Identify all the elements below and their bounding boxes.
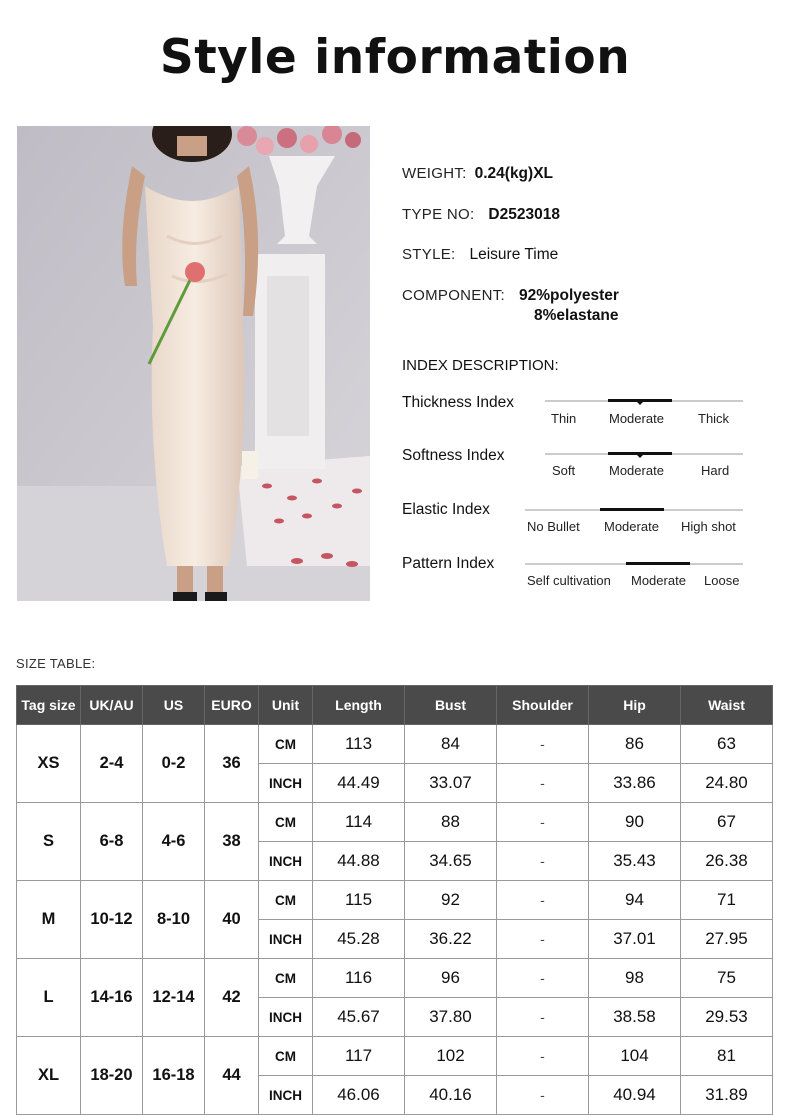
elastic-index-title: Elastic Index bbox=[402, 501, 490, 518]
unit-cell: CM bbox=[259, 725, 313, 764]
hip-cell: 98 bbox=[589, 959, 681, 998]
unit-cell: INCH bbox=[259, 764, 313, 803]
tag-size-cell: S bbox=[17, 803, 81, 881]
thickness-mid-label: Moderate bbox=[609, 411, 664, 426]
table-row bbox=[17, 959, 773, 998]
component-row bbox=[402, 287, 619, 324]
hip-cell: 104 bbox=[589, 1037, 681, 1076]
thickness-index-scale bbox=[545, 400, 743, 402]
header-euro: EURO bbox=[205, 686, 259, 725]
us-cell: 16-18 bbox=[143, 1037, 205, 1115]
table-row bbox=[17, 1037, 773, 1076]
tag-size-cell: L bbox=[17, 959, 81, 1037]
shoulder-cell: - bbox=[497, 998, 589, 1037]
unit-cell: INCH bbox=[259, 920, 313, 959]
style-label: STYLE: bbox=[402, 246, 456, 263]
elastic-selected-mark bbox=[600, 508, 664, 511]
thickness-index-title: Thickness Index bbox=[402, 394, 514, 411]
softness-index-scale bbox=[545, 453, 743, 455]
waist-cell: 31.89 bbox=[681, 1076, 773, 1115]
header-uk-au: UK/AU bbox=[81, 686, 143, 725]
hip-cell: 33.86 bbox=[589, 764, 681, 803]
waist-cell: 75 bbox=[681, 959, 773, 998]
hip-cell: 40.94 bbox=[589, 1076, 681, 1115]
length-cell: 117 bbox=[313, 1037, 405, 1076]
elastic-index-scale bbox=[525, 509, 743, 511]
shoulder-cell: - bbox=[497, 764, 589, 803]
uk-au-cell: 14-16 bbox=[81, 959, 143, 1037]
us-cell: 0-2 bbox=[143, 725, 205, 803]
table-row bbox=[17, 803, 773, 842]
waist-cell: 24.80 bbox=[681, 764, 773, 803]
hip-cell: 86 bbox=[589, 725, 681, 764]
bust-cell: 84 bbox=[405, 725, 497, 764]
hip-cell: 38.58 bbox=[589, 998, 681, 1037]
page-title: Style information bbox=[159, 30, 631, 85]
length-cell: 116 bbox=[313, 959, 405, 998]
euro-cell: 42 bbox=[205, 959, 259, 1037]
softness-high-label: Hard bbox=[701, 463, 730, 478]
shoulder-cell: - bbox=[497, 1037, 589, 1076]
unit-cell: INCH bbox=[259, 998, 313, 1037]
bust-cell: 102 bbox=[405, 1037, 497, 1076]
bust-cell: 92 bbox=[405, 881, 497, 920]
header-length: Length bbox=[313, 686, 405, 725]
elastic-mid-label: Moderate bbox=[604, 519, 659, 534]
uk-au-cell: 6-8 bbox=[81, 803, 143, 881]
shoulder-cell: - bbox=[497, 842, 589, 881]
size-table-header bbox=[17, 686, 773, 725]
shoulder-cell: - bbox=[497, 1076, 589, 1115]
unit-cell: INCH bbox=[259, 1076, 313, 1115]
pattern-selected-mark bbox=[626, 562, 690, 565]
length-cell: 45.28 bbox=[313, 920, 405, 959]
softness-index-title: Softness Index bbox=[402, 447, 505, 464]
waist-cell: 26.38 bbox=[681, 842, 773, 881]
us-cell: 8-10 bbox=[143, 881, 205, 959]
length-cell: 44.49 bbox=[313, 764, 405, 803]
shoulder-cell: - bbox=[497, 959, 589, 998]
tag-size-cell: M bbox=[17, 881, 81, 959]
uk-au-cell: 2-4 bbox=[81, 725, 143, 803]
style-row bbox=[402, 246, 558, 264]
uk-au-cell: 10-12 bbox=[81, 881, 143, 959]
us-cell: 12-14 bbox=[143, 959, 205, 1037]
euro-cell: 40 bbox=[205, 881, 259, 959]
length-cell: 45.67 bbox=[313, 998, 405, 1037]
tag-size-cell: XS bbox=[17, 725, 81, 803]
waist-cell: 81 bbox=[681, 1037, 773, 1076]
type-no-value: D2523018 bbox=[488, 206, 560, 223]
hip-cell: 37.01 bbox=[589, 920, 681, 959]
softness-mid-label: Moderate bbox=[609, 463, 664, 478]
euro-cell: 38 bbox=[205, 803, 259, 881]
waist-cell: 71 bbox=[681, 881, 773, 920]
pattern-high-label: Loose bbox=[704, 573, 740, 588]
euro-cell: 44 bbox=[205, 1037, 259, 1115]
tag-size-cell: XL bbox=[17, 1037, 81, 1115]
us-cell: 4-6 bbox=[143, 803, 205, 881]
euro-cell: 36 bbox=[205, 725, 259, 803]
bust-cell: 37.80 bbox=[405, 998, 497, 1037]
shoulder-cell: - bbox=[497, 920, 589, 959]
unit-cell: CM bbox=[259, 881, 313, 920]
length-cell: 46.06 bbox=[313, 1076, 405, 1115]
hip-cell: 90 bbox=[589, 803, 681, 842]
shoulder-cell: - bbox=[497, 881, 589, 920]
header-bust: Bust bbox=[405, 686, 497, 725]
pattern-low-label: Self cultivation bbox=[527, 573, 611, 588]
thickness-pointer-icon bbox=[636, 401, 644, 405]
bust-cell: 40.16 bbox=[405, 1076, 497, 1115]
bust-cell: 88 bbox=[405, 803, 497, 842]
shoulder-cell: - bbox=[497, 803, 589, 842]
thickness-low-label: Thin bbox=[551, 411, 577, 426]
waist-cell: 63 bbox=[681, 725, 773, 764]
unit-cell: CM bbox=[259, 1037, 313, 1076]
style-value: Leisure Time bbox=[469, 246, 559, 263]
bust-cell: 36.22 bbox=[405, 920, 497, 959]
unit-cell: INCH bbox=[259, 842, 313, 881]
component-value-2: 8%elastane bbox=[534, 307, 619, 324]
bust-cell: 33.07 bbox=[405, 764, 497, 803]
size-table-caption: SIZE TABLE: bbox=[16, 656, 96, 671]
weight-label: WEIGHT: bbox=[402, 165, 467, 182]
pattern-index-scale bbox=[525, 563, 743, 565]
component-label: COMPONENT: bbox=[402, 287, 506, 304]
waist-cell: 27.95 bbox=[681, 920, 773, 959]
thickness-high-label: Thick bbox=[698, 411, 730, 426]
table-row bbox=[17, 725, 773, 764]
shoulder-cell: - bbox=[497, 725, 589, 764]
waist-cell: 67 bbox=[681, 803, 773, 842]
elastic-high-label: High shot bbox=[681, 519, 736, 534]
index-description-heading: INDEX DESCRIPTION: bbox=[402, 357, 559, 374]
pattern-mid-label: Moderate bbox=[631, 573, 686, 588]
header-shoulder: Shoulder bbox=[497, 686, 589, 725]
pattern-index-title: Pattern Index bbox=[402, 555, 495, 572]
elastic-low-label: No Bullet bbox=[527, 519, 580, 534]
header-hip: Hip bbox=[589, 686, 681, 725]
header-tag-size: Tag size bbox=[17, 686, 81, 725]
header-us: US bbox=[143, 686, 205, 725]
waist-cell: 29.53 bbox=[681, 998, 773, 1037]
weight-row bbox=[402, 165, 553, 183]
type-no-row bbox=[402, 206, 560, 224]
hip-cell: 35.43 bbox=[589, 842, 681, 881]
unit-cell: CM bbox=[259, 959, 313, 998]
hip-cell: 94 bbox=[589, 881, 681, 920]
length-cell: 114 bbox=[313, 803, 405, 842]
length-cell: 44.88 bbox=[313, 842, 405, 881]
header-waist: Waist bbox=[681, 686, 773, 725]
unit-cell: CM bbox=[259, 803, 313, 842]
type-no-label: TYPE NO: bbox=[402, 206, 475, 223]
size-table bbox=[16, 685, 773, 1115]
weight-value: 0.24(kg)XL bbox=[474, 165, 553, 182]
component-value-1: 92%polyester bbox=[519, 287, 619, 304]
table-row bbox=[17, 881, 773, 920]
length-cell: 113 bbox=[313, 725, 405, 764]
header-unit: Unit bbox=[259, 686, 313, 725]
uk-au-cell: 18-20 bbox=[81, 1037, 143, 1115]
bust-cell: 34.65 bbox=[405, 842, 497, 881]
softness-low-label: Soft bbox=[552, 463, 576, 478]
product-photo bbox=[17, 126, 370, 601]
softness-pointer-icon bbox=[636, 454, 644, 458]
length-cell: 115 bbox=[313, 881, 405, 920]
bust-cell: 96 bbox=[405, 959, 497, 998]
